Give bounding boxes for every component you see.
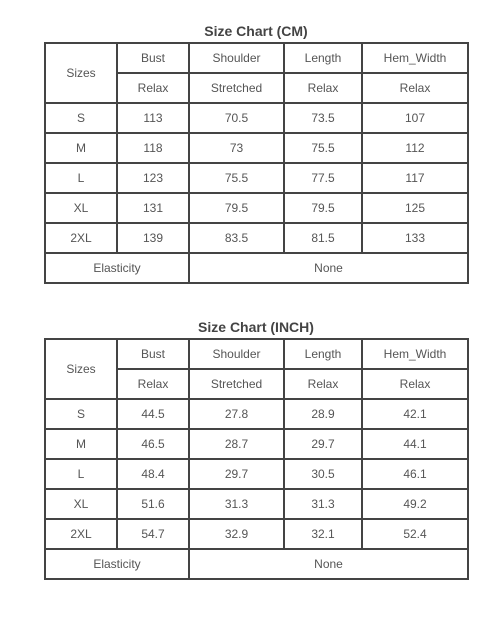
table-row — [45, 459, 468, 489]
size-cell: XL — [45, 489, 117, 519]
length-cell: 31.3 — [284, 489, 362, 519]
fit-label-hem-width: Relax — [362, 73, 468, 103]
hem-width-cell: 52.4 — [362, 519, 468, 549]
hem-width-cell: 117 — [362, 163, 468, 193]
elasticity-row — [45, 549, 468, 579]
bust-cell: 44.5 — [117, 399, 189, 429]
size-chart-cm-title: Size Chart (CM) — [204, 23, 308, 39]
column-header-bust: Bust — [117, 339, 189, 369]
shoulder-cell: 31.3 — [189, 489, 284, 519]
length-cell: 75.5 — [284, 133, 362, 163]
bust-cell: 118 — [117, 133, 189, 163]
shoulder-cell: 70.5 — [189, 103, 284, 133]
fit-label-shoulder: Stretched — [189, 73, 284, 103]
shoulder-cell: 29.7 — [189, 459, 284, 489]
column-header-length: Length — [284, 43, 362, 73]
header-row-measurements — [45, 43, 468, 73]
elasticity-row — [45, 253, 468, 283]
shoulder-cell: 75.5 — [189, 163, 284, 193]
size-cell: S — [45, 399, 117, 429]
bust-cell: 48.4 — [117, 459, 189, 489]
elasticity-value: None — [189, 549, 468, 579]
fit-label-shoulder: Stretched — [189, 369, 284, 399]
table-row — [45, 519, 468, 549]
size-cell: L — [45, 163, 117, 193]
bust-cell: 139 — [117, 223, 189, 253]
table-row — [45, 133, 468, 163]
table-row — [45, 223, 468, 253]
elasticity-label: Elasticity — [45, 253, 189, 283]
size-chart-inch-table — [44, 338, 469, 580]
elasticity-label: Elasticity — [45, 549, 189, 579]
size-cell: M — [45, 429, 117, 459]
length-cell: 29.7 — [284, 429, 362, 459]
size-chart-inch-title: Size Chart (INCH) — [198, 319, 314, 335]
table-row — [45, 489, 468, 519]
hem-width-cell: 44.1 — [362, 429, 468, 459]
fit-label-length: Relax — [284, 73, 362, 103]
hem-width-cell: 49.2 — [362, 489, 468, 519]
length-cell: 79.5 — [284, 193, 362, 223]
column-header-hem-width: Hem_Width — [362, 43, 468, 73]
hem-width-cell: 46.1 — [362, 459, 468, 489]
shoulder-cell: 73 — [189, 133, 284, 163]
bust-cell: 123 — [117, 163, 189, 193]
column-header-bust: Bust — [117, 43, 189, 73]
bust-cell: 131 — [117, 193, 189, 223]
size-cell: 2XL — [45, 223, 117, 253]
table-row — [45, 163, 468, 193]
bust-cell: 113 — [117, 103, 189, 133]
hem-width-cell: 112 — [362, 133, 468, 163]
table-row — [45, 193, 468, 223]
size-chart-cm-table — [44, 42, 469, 284]
size-cell: XL — [45, 193, 117, 223]
size-cell: L — [45, 459, 117, 489]
length-cell: 81.5 — [284, 223, 362, 253]
fit-label-hem-width: Relax — [362, 369, 468, 399]
header-row-measurements — [45, 339, 468, 369]
shoulder-cell: 79.5 — [189, 193, 284, 223]
hem-width-cell: 125 — [362, 193, 468, 223]
shoulder-cell: 28.7 — [189, 429, 284, 459]
bust-cell: 46.5 — [117, 429, 189, 459]
hem-width-cell: 133 — [362, 223, 468, 253]
elasticity-value: None — [189, 253, 468, 283]
fit-label-bust: Relax — [117, 73, 189, 103]
length-cell: 28.9 — [284, 399, 362, 429]
shoulder-cell: 83.5 — [189, 223, 284, 253]
column-header-shoulder: Shoulder — [189, 43, 284, 73]
column-header-shoulder: Shoulder — [189, 339, 284, 369]
length-cell: 30.5 — [284, 459, 362, 489]
size-cell: S — [45, 103, 117, 133]
hem-width-cell: 42.1 — [362, 399, 468, 429]
length-cell: 77.5 — [284, 163, 362, 193]
bust-cell: 54.7 — [117, 519, 189, 549]
sizes-header: Sizes — [45, 43, 117, 103]
fit-label-bust: Relax — [117, 369, 189, 399]
hem-width-cell: 107 — [362, 103, 468, 133]
column-header-length: Length — [284, 339, 362, 369]
table-row — [45, 429, 468, 459]
length-cell: 73.5 — [284, 103, 362, 133]
size-cell: 2XL — [45, 519, 117, 549]
column-header-hem-width: Hem_Width — [362, 339, 468, 369]
size-cell: M — [45, 133, 117, 163]
fit-label-length: Relax — [284, 369, 362, 399]
length-cell: 32.1 — [284, 519, 362, 549]
table-row — [45, 103, 468, 133]
bust-cell: 51.6 — [117, 489, 189, 519]
shoulder-cell: 32.9 — [189, 519, 284, 549]
sizes-header: Sizes — [45, 339, 117, 399]
shoulder-cell: 27.8 — [189, 399, 284, 429]
table-row — [45, 399, 468, 429]
